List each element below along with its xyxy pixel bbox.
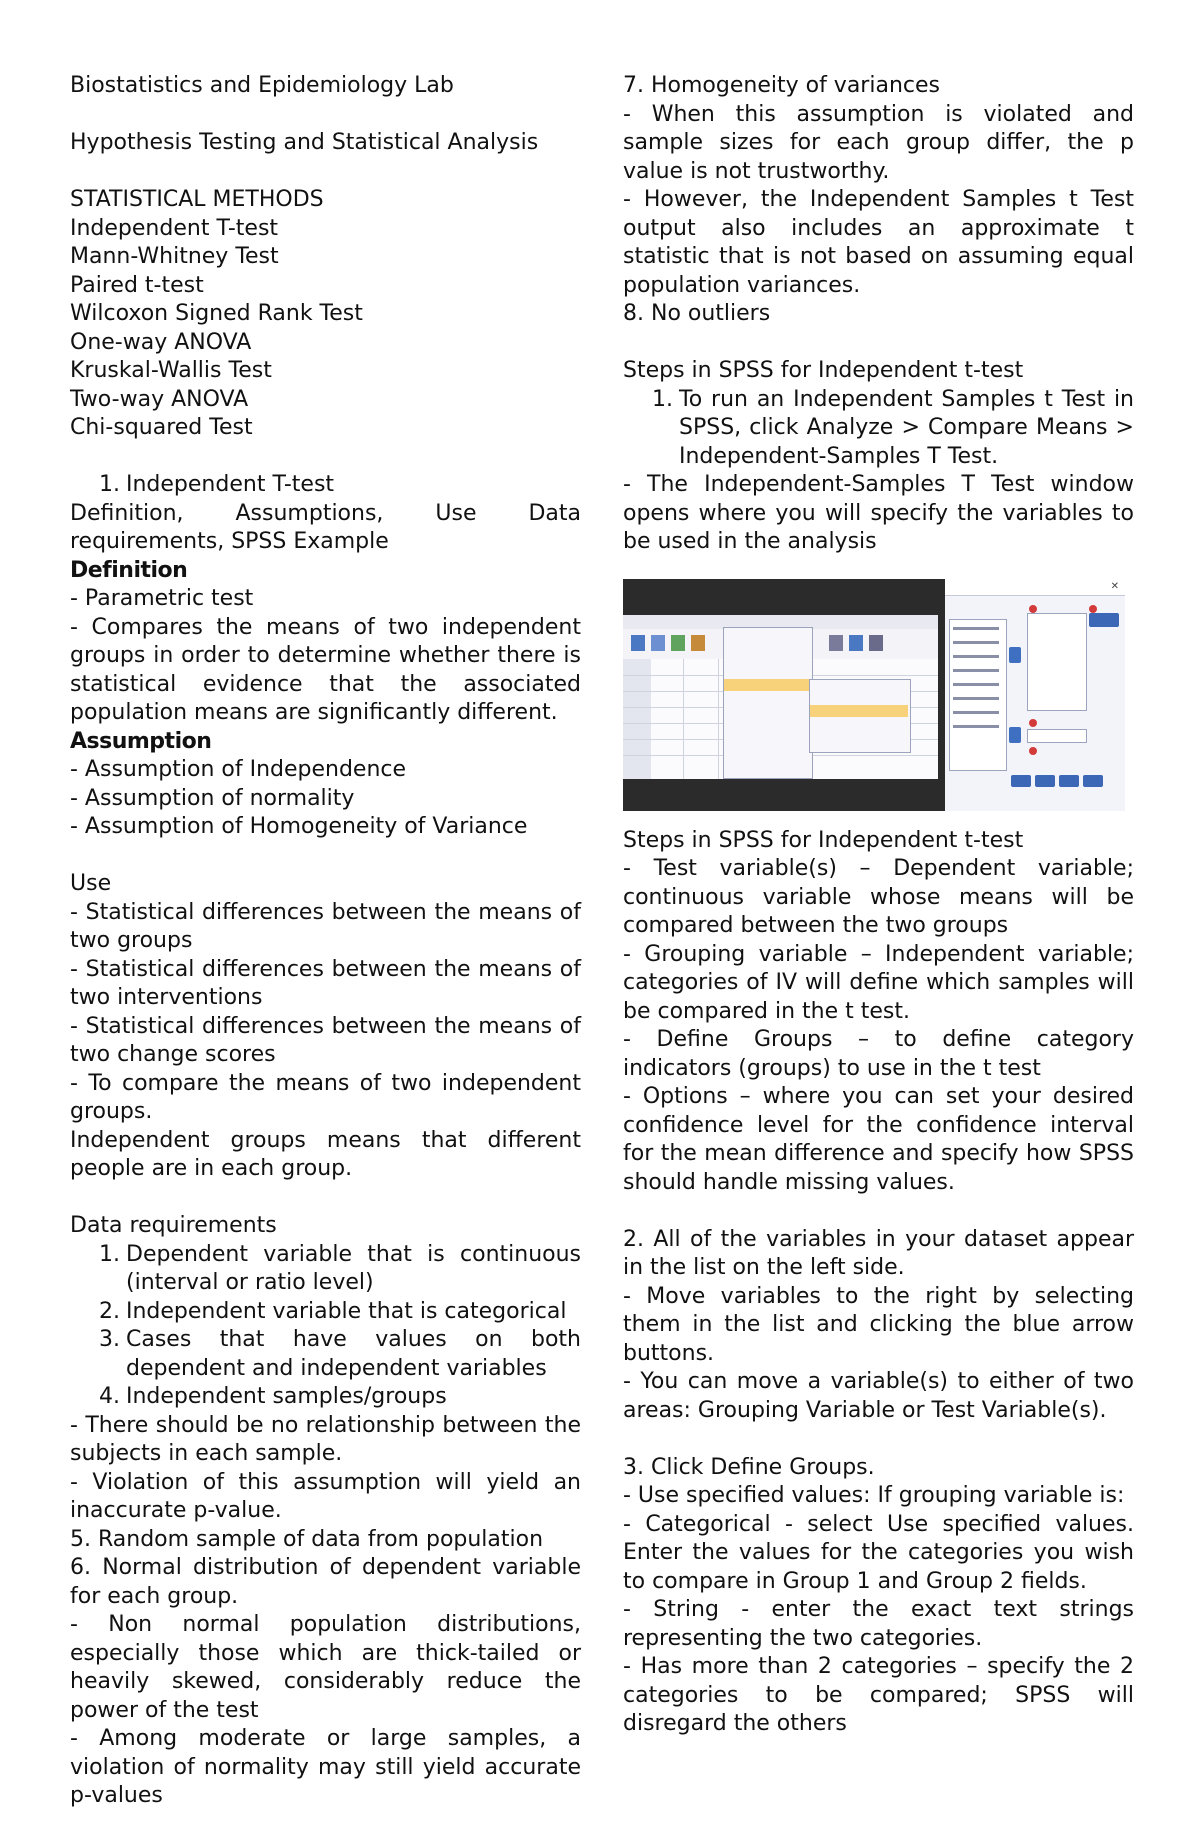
open-file-icon: [631, 635, 645, 651]
test-variables-box: [1027, 613, 1087, 711]
step-2-bullet: - Move variables to the right by selecting them in the list and clicking the blue arrow buttons.: [623, 1283, 1134, 1366]
step-3-bullet: - Categorical - select Use specified values. Enter the values for the categories you wish to compare in Group 1 and Group 2 fields.: [623, 1511, 1134, 1594]
spss-row-header: [623, 659, 651, 779]
datareq-item: [70, 1326, 581, 1383]
method-item: Independent T-test: [70, 215, 279, 241]
method-item: One-way ANOVA: [70, 329, 252, 355]
use-item: - Statistical differences between the means of two change scores: [70, 1013, 581, 1067]
move-arrow-icon: [1009, 647, 1021, 663]
grid-icon: [869, 635, 883, 651]
assumption-heading: Assumption: [70, 728, 212, 754]
datareq-number: 4.: [99, 1384, 120, 1409]
reset-button: [1059, 775, 1079, 787]
use-item: - Statistical differences between the means of two groups: [70, 899, 581, 953]
datareq-number: 2.: [99, 1298, 120, 1324]
step-1-number: 1.: [652, 386, 673, 412]
variable-entry: [953, 683, 999, 686]
step-3-bullet: - Has more than 2 categories – specify the 2 categories to be compared; SPSS will disregard the others: [623, 1654, 1134, 1736]
methods-heading: STATISTICAL METHODS: [70, 187, 324, 212]
datareq-text: Cases that have values on both dependent and independent variables: [126, 1327, 581, 1381]
step-3-bullet: - String - enter the exact text strings representing the two categories.: [623, 1597, 1134, 1651]
item-6-bullet: - Non normal population distributions, especially those which are thick-tailed or heavily skewed, considerably reduce the power of the test: [70, 1612, 581, 1723]
use-item: - To compare the means of two independent groups.: [70, 1070, 581, 1124]
method-item: Chi-squared Test: [70, 415, 253, 440]
grid-col-line: [718, 659, 719, 779]
datareq-item: [70, 1298, 581, 1327]
move-arrow-icon: [1009, 727, 1021, 743]
ok-button: [1011, 775, 1031, 787]
step-2-bullet: - You can move a variable(s) to either of two areas: Grouping Variable or Test Variable(s).: [623, 1369, 1134, 1423]
step-3-bullet: - Use specified values: If grouping variable is:: [623, 1483, 1125, 1508]
definition-item: - Compares the means of two independent groups in order to determine whether there is statistical evidence that the associated population means are significantly different.: [70, 614, 581, 725]
method-item: Wilcoxon Signed Rank Test: [70, 301, 363, 326]
step-1-bullet: - The Independent-Samples T Test window opens where you will specify the variables to be used in the analysis: [623, 472, 1134, 554]
datareq-heading: Data requirements: [70, 1213, 277, 1238]
analyze-menu: [723, 627, 813, 779]
topic-title: Hypothesis Testing and Statistical Analysis: [70, 130, 539, 155]
datareq-bullet: - There should be no relationship between the subjects in each sample.: [70, 1412, 581, 1466]
item-6-bullet: - Among moderate or large samples, a violation of normality may still yield accurate p-values: [70, 1726, 581, 1808]
datareq-text: Independent samples/groups: [126, 1384, 447, 1409]
steps-bullet: - Options – where you can set your desired confidence level for the confidence interval for the mean difference and specify how SPSS should handle missing values.: [623, 1084, 1134, 1195]
steps-bullet: - Define Groups – to define category indicators (groups) to use in the t test: [623, 1027, 1134, 1081]
variable-entry: [953, 725, 999, 728]
paste-button: [1035, 775, 1055, 787]
assumption-item: - Assumption of Homogeneity of Variance: [70, 814, 528, 839]
section-heading: [70, 471, 581, 500]
marker-icon: [1029, 719, 1037, 727]
variable-entry: [953, 669, 999, 672]
step-1-text: To run an Independent Samples t Test in SPSS, click Analyze > Compare Means > Independent-Samples T Test.: [679, 386, 1134, 469]
datareq-item: [70, 1241, 581, 1298]
print-icon: [671, 635, 685, 651]
cancel-button: [1083, 775, 1103, 787]
table-icon: [849, 635, 863, 651]
steps-bullet: - Test variable(s) – Dependent variable; continuous variable whose means will be compared between the two groups: [623, 856, 1134, 938]
dialog-title-bar: [945, 579, 1125, 596]
variable-entry: [953, 697, 999, 700]
steps-heading: Steps in SPSS for Independent t-test: [623, 358, 1024, 383]
use-heading: Use: [70, 871, 112, 896]
options-button: [1089, 613, 1119, 627]
grouping-variable-box: [1027, 729, 1087, 743]
datareq-text: Independent variable that is categorical: [126, 1298, 567, 1324]
datareq-number: 1.: [99, 1241, 120, 1267]
use-item: - Statistical differences between the means of two interventions: [70, 956, 581, 1010]
method-item: Kruskal-Wallis Test: [70, 358, 272, 383]
item-8: 8. No outliers: [623, 301, 771, 326]
right-column: [623, 72, 1134, 1739]
course-title: Biostatistics and Epidemiology Lab: [70, 73, 454, 98]
variable-entry: [953, 641, 999, 644]
assumption-item: - Assumption of normality: [70, 785, 355, 811]
item-7-bullet: - When this assumption is violated and sample sizes for each group differ, the p value is not trustworthy.: [623, 101, 1134, 184]
assumption-item: - Assumption of Independence: [70, 757, 407, 782]
datareq-text: Dependent variable that is continuous (interval or ratio level): [126, 1241, 581, 1295]
grid-col-line: [683, 659, 684, 779]
step-1: [623, 386, 1134, 472]
left-column: [70, 72, 581, 1811]
independent-samples-highlight: [810, 705, 908, 717]
chart-icon: [829, 635, 843, 651]
marker-icon: [1089, 605, 1097, 613]
datareq-item: [70, 1383, 581, 1412]
recall-icon: [691, 635, 705, 651]
item-7: 7. Homogeneity of variances: [623, 73, 940, 98]
section-outline: Definition, Assumptions, Use Data requirements, SPSS Example: [70, 500, 581, 554]
method-item: Mann-Whitney Test: [70, 244, 279, 269]
steps-heading-2: Steps in SPSS for Independent t-test: [623, 827, 1024, 853]
variable-entry: [953, 655, 999, 658]
item-6: 6. Normal distribution of dependent variable for each group.: [70, 1555, 581, 1609]
steps-bullet: - Grouping variable – Independent variable; categories of IV will define which samples will be compared in the t test.: [623, 941, 1134, 1024]
use-note: Independent groups means that different people are in each group.: [70, 1127, 581, 1181]
spss-screenshot: [623, 579, 1125, 811]
step-3: 3. Click Define Groups.: [623, 1454, 875, 1480]
section-title: Independent T-test: [126, 472, 335, 497]
variable-entry: [953, 711, 999, 714]
item-7-bullet: - However, the Independent Samples t Test output also includes an approximate t statistic that is not based on assuming equal population variances.: [623, 187, 1134, 298]
close-icon: ✕: [1110, 580, 1119, 592]
datareq-number: 3.: [99, 1327, 120, 1352]
definition-item: - Parametric test: [70, 586, 254, 611]
definition-heading: Definition: [70, 557, 188, 583]
marker-icon: [1029, 747, 1037, 755]
item-5: 5. Random sample of data from population: [70, 1526, 544, 1552]
save-icon: [651, 635, 665, 651]
method-item: Paired t-test: [70, 272, 204, 298]
marker-icon: [1029, 605, 1037, 613]
section-number: 1.: [99, 472, 120, 497]
compare-means-highlight: [724, 679, 810, 691]
independent-samples-dialog: [945, 579, 1125, 811]
method-item: Two-way ANOVA: [70, 386, 249, 412]
variable-entry: [953, 627, 999, 630]
step-2: 2. All of the variables in your dataset appear in the list on the left side.: [623, 1226, 1134, 1280]
datareq-bullet: - Violation of this assumption will yield an inaccurate p-value.: [70, 1469, 581, 1523]
